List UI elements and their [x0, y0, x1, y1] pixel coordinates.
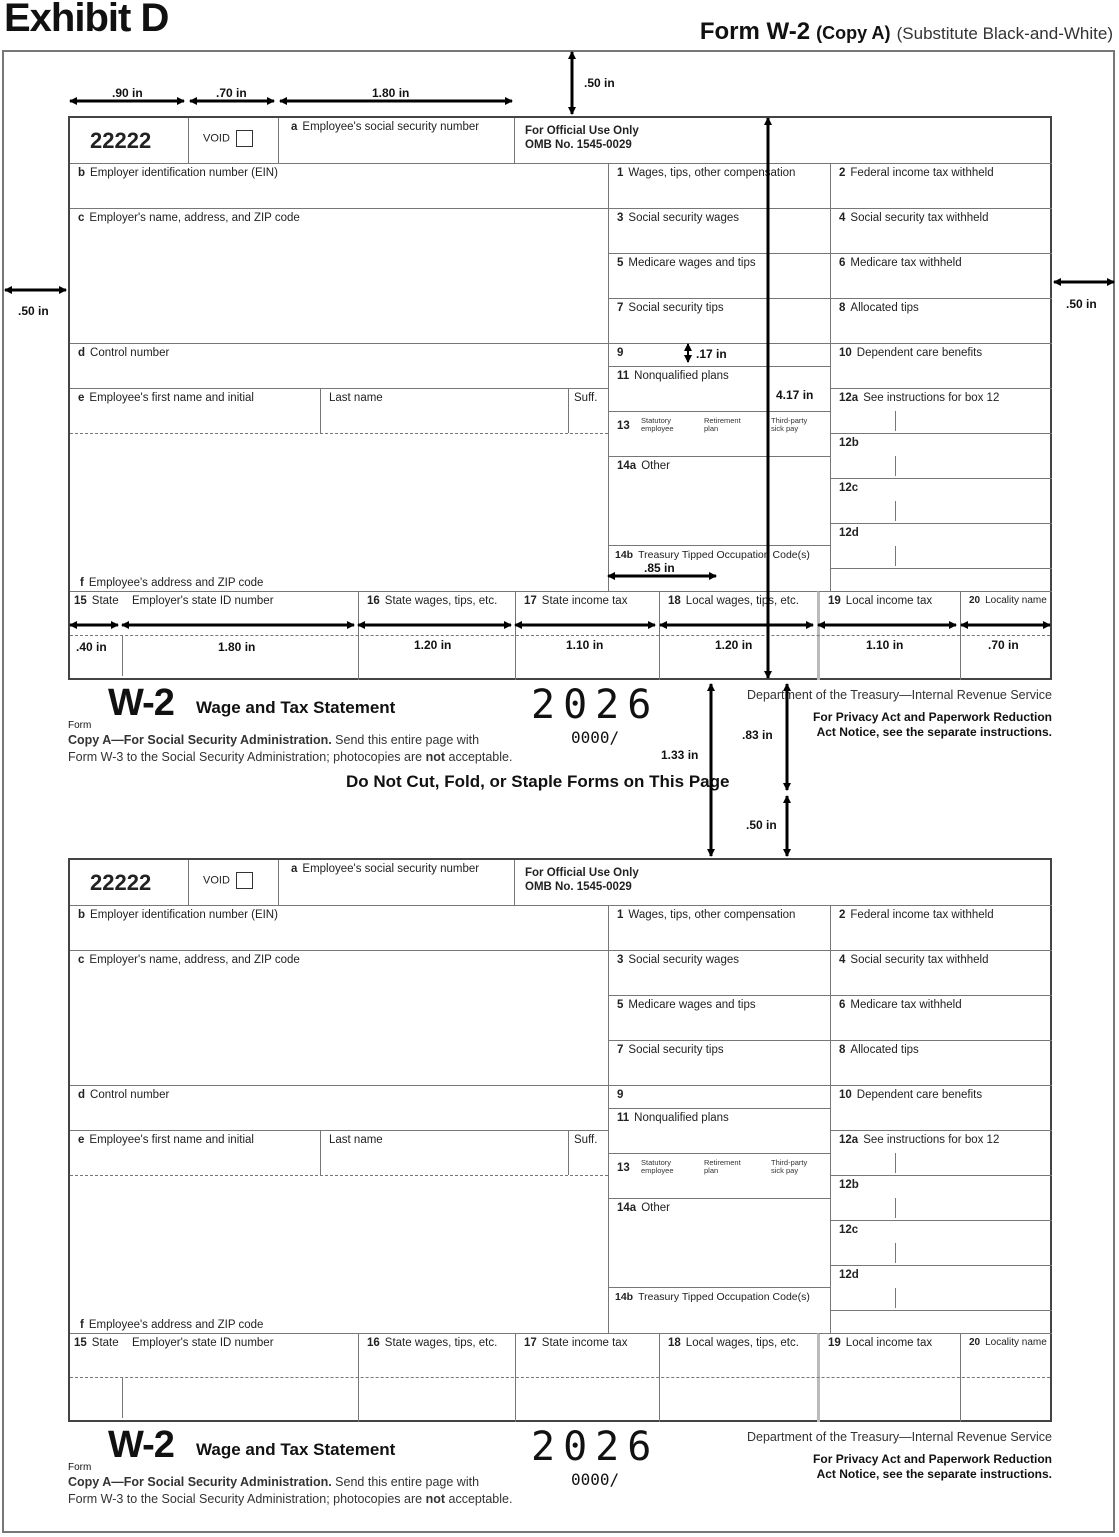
dim-right50: .50 in	[1066, 297, 1097, 311]
box-16[interactable]: 16 State wages, tips, etc.	[358, 591, 515, 680]
box-1[interactable]: 1 Wages, tips, other compensation	[608, 905, 830, 950]
box-13: 13 Statutory employee Retirement plan Third-party sick pay	[608, 411, 830, 456]
void-field	[188, 860, 278, 905]
dim-w70: .70 in	[216, 86, 247, 100]
form-code-number: 0000/	[571, 728, 620, 747]
box-a[interactable]: a Employee's social security number	[278, 860, 514, 905]
w2-label: W-2	[108, 682, 174, 724]
box-7[interactable]: 7 Social security tips	[608, 298, 830, 343]
form-word: Form	[68, 1462, 92, 1473]
box-9[interactable]: 9	[608, 343, 830, 366]
box-12a[interactable]: 12a See instructions for box 12	[830, 1130, 1052, 1175]
box-c[interactable]: c Employer's name, address, and ZIP code	[70, 950, 608, 1085]
box-4[interactable]: 4 Social security tax withheld	[830, 950, 1052, 995]
statement-title: Wage and Tax Statement	[196, 698, 396, 717]
box-5[interactable]: 5 Medicare wages and tips	[608, 995, 830, 1040]
copy-a-instructions: Copy A—For Social Security Administration. Send this entire page with Form W-3 to the Social Security Administration; photocopies are not acceptable.	[68, 1475, 513, 1506]
form-code-number: 0000/	[571, 1470, 620, 1489]
dept-treasury: Department of the Treasury—Internal Revenue Service	[746, 1430, 1052, 1444]
privacy-notice: For Privacy Act and Paperwork Reduction Act Notice, see the separate instructions.	[813, 710, 1052, 739]
box-10[interactable]: 10 Dependent care benefits	[830, 343, 1052, 388]
box-16[interactable]: 16 State wages, tips, etc.	[358, 1333, 515, 1422]
dim-top50: .50 in	[584, 76, 615, 90]
w2-form-copy-2	[68, 858, 1052, 1422]
dim-left50: .50 in	[18, 304, 49, 318]
box-17[interactable]: 17 State income tax	[515, 1333, 659, 1422]
box-11[interactable]: 11 Nonqualified plans	[608, 1108, 830, 1153]
box-e-last[interactable]: Last name	[320, 388, 568, 433]
tax-year: 2026	[531, 682, 660, 728]
tax-year: 2026	[531, 1424, 660, 1470]
form-footer-2	[68, 1426, 1058, 1531]
box-9[interactable]: 9	[608, 1085, 830, 1108]
form-header	[700, 18, 1113, 46]
box-8[interactable]: 8 Allocated tips	[830, 298, 1052, 343]
box-6[interactable]: 6 Medicare tax withheld	[830, 253, 1052, 298]
box-15[interactable]: 15 State Employer's state ID number	[70, 591, 358, 680]
header-subtitle: (Substitute Black-and-White)	[896, 24, 1113, 43]
form-word: Form	[68, 720, 92, 731]
box-17[interactable]: 17 State income tax	[515, 591, 659, 680]
dim-s110a: 1.10 in	[566, 638, 604, 652]
box-b[interactable]: b Employer identification number (EIN)	[70, 905, 608, 950]
box-3[interactable]: 3 Social security wages	[608, 950, 830, 995]
box-a[interactable]: a Employee's social security number	[278, 118, 514, 163]
dim-s110b: 1.10 in	[866, 638, 904, 652]
box-12a[interactable]: 12a See instructions for box 12	[830, 388, 1052, 433]
box-12d[interactable]: 12d	[830, 523, 1052, 568]
dim-h83: .83 in	[742, 728, 773, 742]
official-use: For Official Use Only OMB No. 1545-0029	[514, 118, 1052, 163]
box-19[interactable]: 19 Local income tax	[817, 591, 960, 680]
box-14a[interactable]: 14a Other	[608, 456, 830, 545]
header-form-label: Form W-2	[699, 18, 811, 45]
box-2[interactable]: 2 Federal income tax withheld	[830, 905, 1052, 950]
exhibit-title: Exhibit D	[4, 0, 169, 40]
void-label: VOID	[203, 132, 230, 145]
box-19[interactable]: 19 Local income tax	[817, 1333, 960, 1422]
box-e-suffix[interactable]: Suff.	[568, 388, 608, 433]
box-d[interactable]: d Control number	[70, 1085, 608, 1130]
privacy-notice: For Privacy Act and Paperwork Reduction Act Notice, see the separate instructions.	[813, 1452, 1052, 1481]
box-12-blank	[830, 1310, 1052, 1333]
void-checkbox[interactable]	[236, 130, 253, 147]
box-f[interactable]: f Employee's address and ZIP code	[70, 1175, 608, 1333]
official-use: For Official Use Only OMB No. 1545-0029	[514, 860, 1052, 905]
box-15[interactable]: 15 State Employer's state ID number	[70, 1333, 358, 1422]
box-12-blank	[830, 568, 1052, 591]
box-4[interactable]: 4 Social security tax withheld	[830, 208, 1052, 253]
box-3[interactable]: 3 Social security wages	[608, 208, 830, 253]
box-14a[interactable]: 14a Other	[608, 1198, 830, 1287]
header-copy-label: (Copy A)	[816, 23, 891, 43]
dim-s70: .70 in	[988, 638, 1019, 652]
box-c[interactable]: c Employer's name, address, and ZIP code	[70, 208, 608, 343]
box-20[interactable]: 20 Locality name	[960, 591, 1052, 680]
box-5[interactable]: 5 Medicare wages and tips	[608, 253, 830, 298]
dept-treasury: Department of the Treasury—Internal Revenue Service	[746, 688, 1052, 702]
box-12c[interactable]: 12c	[830, 1220, 1052, 1265]
box-20[interactable]: 20 Locality name	[960, 1333, 1052, 1422]
dim-w85: .85 in	[644, 561, 675, 575]
void-checkbox[interactable]	[236, 872, 253, 889]
dim-w90: .90 in	[112, 86, 143, 100]
box-f[interactable]: f Employee's address and ZIP code	[70, 433, 608, 591]
w2-label: W-2	[108, 1424, 174, 1466]
box-12d[interactable]: 12d	[830, 1265, 1052, 1310]
box-12b[interactable]: 12b	[830, 1175, 1052, 1220]
dim-s40: .40 in	[76, 640, 107, 654]
dim-s120a: 1.20 in	[414, 638, 452, 652]
box-12b[interactable]: 12b	[830, 433, 1052, 478]
dim-w180: 1.80 in	[372, 86, 410, 100]
dim-h50b: .50 in	[746, 818, 777, 832]
box-13: 13 Statutory employee Retirement plan Third-party sick pay	[608, 1153, 830, 1198]
box-14b[interactable]: 14b Treasury Tipped Occupation Code(s)	[608, 545, 830, 591]
box-6[interactable]: 6 Medicare tax withheld	[830, 995, 1052, 1040]
box-e-first[interactable]: e Employee's first name and initial	[70, 1130, 320, 1175]
form-code: 22222	[90, 128, 152, 153]
box-12c[interactable]: 12c	[830, 478, 1052, 523]
w2-form-copy-1	[68, 116, 1052, 680]
dim-s180: 1.80 in	[218, 640, 256, 654]
box-2[interactable]: 2 Federal income tax withheld	[830, 163, 1052, 208]
dim-h133: 1.33 in	[661, 748, 699, 762]
statement-title: Wage and Tax Statement	[196, 1440, 396, 1459]
box-e-suffix[interactable]: Suff.	[568, 1130, 608, 1175]
dim-h417: 4.17 in	[776, 388, 814, 402]
box-18[interactable]: 18 Local wages, tips, etc.	[659, 591, 817, 680]
box-8[interactable]: 8 Allocated tips	[830, 1040, 1052, 1085]
copy-a-instructions: Copy A—For Social Security Administration. Send this entire page with Form W-3 to the Social Security Administration; photocopies are not acceptable.	[68, 733, 513, 764]
state-row-divider	[70, 635, 1050, 636]
state-row-divider	[70, 1377, 1050, 1378]
box-d[interactable]: d Control number	[70, 343, 608, 388]
box-11[interactable]: 11 Nonqualified plans	[608, 366, 830, 411]
box-18[interactable]: 18 Local wages, tips, etc.	[659, 1333, 817, 1422]
box-7[interactable]: 7 Social security tips	[608, 1040, 830, 1085]
box-14b[interactable]: 14b Treasury Tipped Occupation Code(s)	[608, 1287, 830, 1333]
dim-s120b: 1.20 in	[715, 638, 753, 652]
form-code: 22222	[90, 870, 152, 895]
box-10[interactable]: 10 Dependent care benefits	[830, 1085, 1052, 1130]
dim-h17: .17 in	[696, 347, 727, 361]
box-e-first[interactable]: e Employee's first name and initial	[70, 388, 320, 433]
do-not-cut-notice: Do Not Cut, Fold, or Staple Forms on This Page	[346, 772, 730, 791]
void-label: VOID	[203, 874, 230, 887]
void-field	[188, 118, 278, 163]
box-1[interactable]: 1 Wages, tips, other compensation	[608, 163, 830, 208]
box-e-last[interactable]: Last name	[320, 1130, 568, 1175]
box-b[interactable]: b Employer identification number (EIN)	[70, 163, 608, 208]
